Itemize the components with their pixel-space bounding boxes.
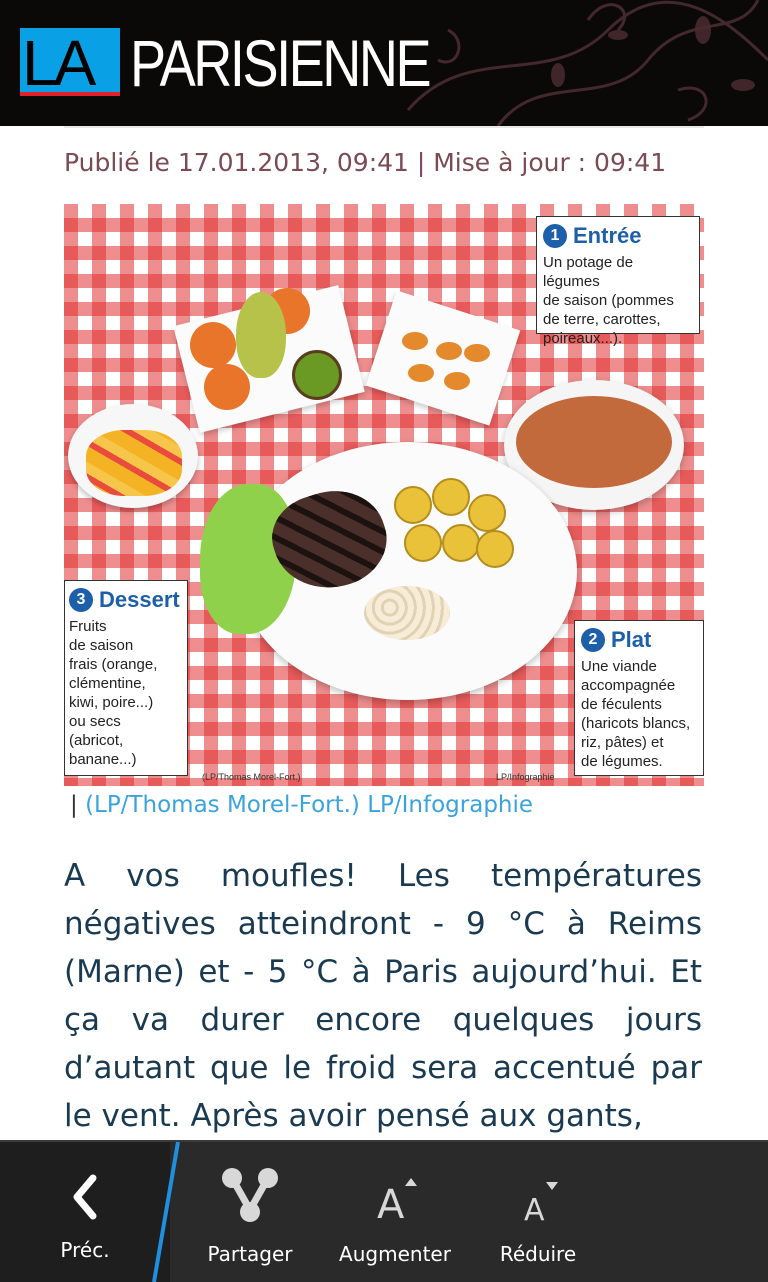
dried-apricot bbox=[436, 342, 462, 360]
bottom-toolbar bbox=[0, 1140, 768, 1282]
decrease-text-button[interactable] bbox=[478, 1142, 598, 1282]
pear bbox=[236, 292, 286, 378]
kiwi bbox=[292, 350, 342, 400]
caption-credit-link[interactable]: (LP/Thomas Morel-Fort.) LP/Infographie bbox=[85, 792, 534, 818]
zucchini-slice bbox=[404, 524, 442, 562]
published-date: Publié le 17.01.2013, 09:41 | Mise à jour : 09:41 bbox=[64, 148, 667, 177]
dessert-text: Fruits de saison frais (orange, clémentine, kiwi, poire...) ou secs (abricot, banane...) bbox=[69, 618, 158, 768]
dessert-callout bbox=[64, 580, 188, 776]
share-label: Partager bbox=[207, 1242, 293, 1266]
header-divider bbox=[64, 126, 704, 128]
entree-title: Entrée bbox=[573, 223, 642, 248]
share-button[interactable] bbox=[190, 1142, 310, 1282]
dried-apricot bbox=[464, 344, 490, 362]
entree-callout bbox=[536, 216, 700, 347]
white-beans bbox=[364, 586, 450, 640]
plat-text: Une viande accompagnée de féculents (haricots blancs, riz, pâtes) et de légumes. bbox=[581, 658, 691, 770]
svg-text:A: A bbox=[377, 1182, 405, 1228]
dried-apricot bbox=[408, 364, 434, 382]
dessert-title: Dessert bbox=[99, 587, 180, 612]
caption-separator: | bbox=[70, 792, 78, 818]
article-infographic[interactable] bbox=[64, 204, 704, 786]
share-icon bbox=[218, 1166, 282, 1226]
la-parisienne-logo bbox=[20, 28, 495, 100]
toolbar-accent-divider bbox=[146, 1142, 186, 1282]
logo-la: LA bbox=[20, 28, 120, 96]
font-decrease-icon bbox=[508, 1176, 568, 1236]
dried-apricot bbox=[444, 372, 470, 390]
dried-apricot bbox=[402, 332, 428, 350]
increase-text-button[interactable] bbox=[330, 1142, 460, 1282]
plat-title: Plat bbox=[611, 627, 652, 652]
svg-text:A: A bbox=[524, 1193, 545, 1228]
article-body: A vos moufles! Les températures négatives atteindront - 9 °C à Reims (Marne) et - 5 °C à Paris aujourd’hui. Et ça va durer encore quelques jours d’autant que le froid sera accentué par le vent. Après avoir pensé aux gants, bbox=[64, 858, 702, 1134]
zucchini-slice bbox=[442, 524, 480, 562]
zucchini-slice bbox=[468, 494, 506, 532]
logo-name: PARISIENNE bbox=[130, 26, 430, 100]
zucchini-slice bbox=[476, 530, 514, 568]
entree-text: Un potage de légumes de saison (pommes de terre, carottes, poireaux...). bbox=[543, 254, 674, 347]
prev-button[interactable] bbox=[0, 1142, 170, 1282]
zucchini-slice bbox=[432, 478, 470, 516]
infographic-credit: LP/Infographie bbox=[496, 772, 555, 782]
plat-callout bbox=[574, 620, 704, 776]
zucchini-slice bbox=[394, 486, 432, 524]
dessert-number-badge: 3 bbox=[69, 588, 93, 612]
photo-credit: (LP/Thomas Morel-Fort.) bbox=[202, 772, 301, 782]
plat-number-badge: 2 bbox=[581, 628, 605, 652]
orange bbox=[204, 364, 250, 410]
increase-label: Augmenter bbox=[339, 1242, 451, 1266]
app-header bbox=[0, 0, 768, 126]
prev-label: Préc. bbox=[60, 1238, 110, 1262]
decrease-label: Réduire bbox=[499, 1242, 577, 1266]
fruit-salad bbox=[86, 430, 182, 496]
chevron-left-icon bbox=[65, 1172, 105, 1222]
orange bbox=[190, 322, 236, 368]
soup bbox=[516, 396, 672, 488]
font-increase-icon bbox=[365, 1170, 425, 1230]
entree-number-badge: 1 bbox=[543, 224, 567, 248]
image-caption bbox=[70, 792, 533, 818]
